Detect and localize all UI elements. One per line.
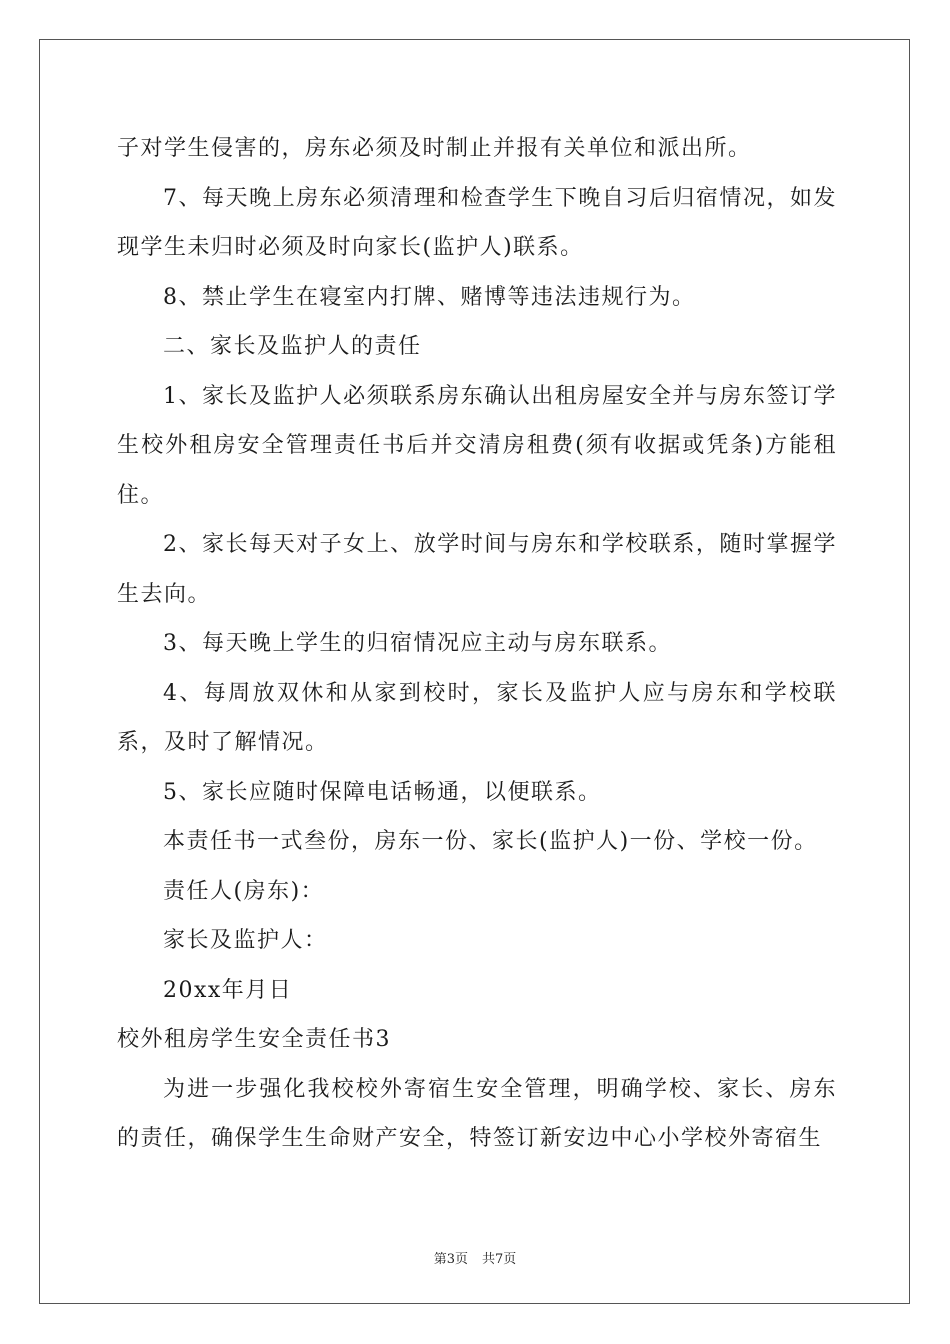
- paragraph: 5、家长应随时保障电话畅通，以便联系。: [163, 779, 602, 805]
- total-pages-label: 共7页: [482, 1252, 517, 1267]
- paragraph: 1、家长及监护人必须联系房东确认出租房屋安全并与房东签订学生校外租房安全管理责任书后并交清房租费(须有收据或凭条)方能租住。: [117, 383, 837, 508]
- current-page-label: 第3页: [433, 1252, 468, 1267]
- paragraph: 2、家长每天对子女上、放学时间与房东和学校联系，随时掌握学生去向。: [117, 532, 837, 607]
- signature-line-guardian: 家长及监护人：: [163, 928, 328, 953]
- paragraph: 4、每周放双休和从家到校时，家长及监护人应与房东和学校联系，及时了解情况。: [117, 680, 837, 755]
- document-body: [117, 124, 837, 1164]
- section-heading: 二、家长及监护人的责任: [163, 334, 422, 359]
- signature-line-landlord: 责任人(房东)：: [163, 878, 325, 904]
- paragraph: 7、每天晚上房东必须清理和检查学生下晚自习后归宿情况，如发现学生未归时必须及时向家长(监护人)联系。: [117, 185, 837, 260]
- paragraph: 8、禁止学生在寝室内打牌、赌博等违法违规行为。: [163, 284, 696, 310]
- paragraph: 3、每天晚上学生的归宿情况应主动与房东联系。: [163, 631, 672, 656]
- paragraph: 本责任书一式叁份，房东一份、家长(监护人)一份、学校一份。: [163, 829, 818, 854]
- document-title: 校外租房学生安全责任书3: [117, 1027, 391, 1052]
- page-footer: [0, 1248, 950, 1267]
- paragraph: 为进一步强化我校校外寄宿生安全管理，明确学校、家长、房东的责任，确保学生生命财产安全，特签订新安边中心小学校外寄宿生: [117, 1076, 837, 1151]
- date-line: 20xx年月日: [163, 977, 293, 1003]
- paragraph: 子对学生侵害的，房东必须及时制止并报有关单位和派出所。: [117, 136, 752, 161]
